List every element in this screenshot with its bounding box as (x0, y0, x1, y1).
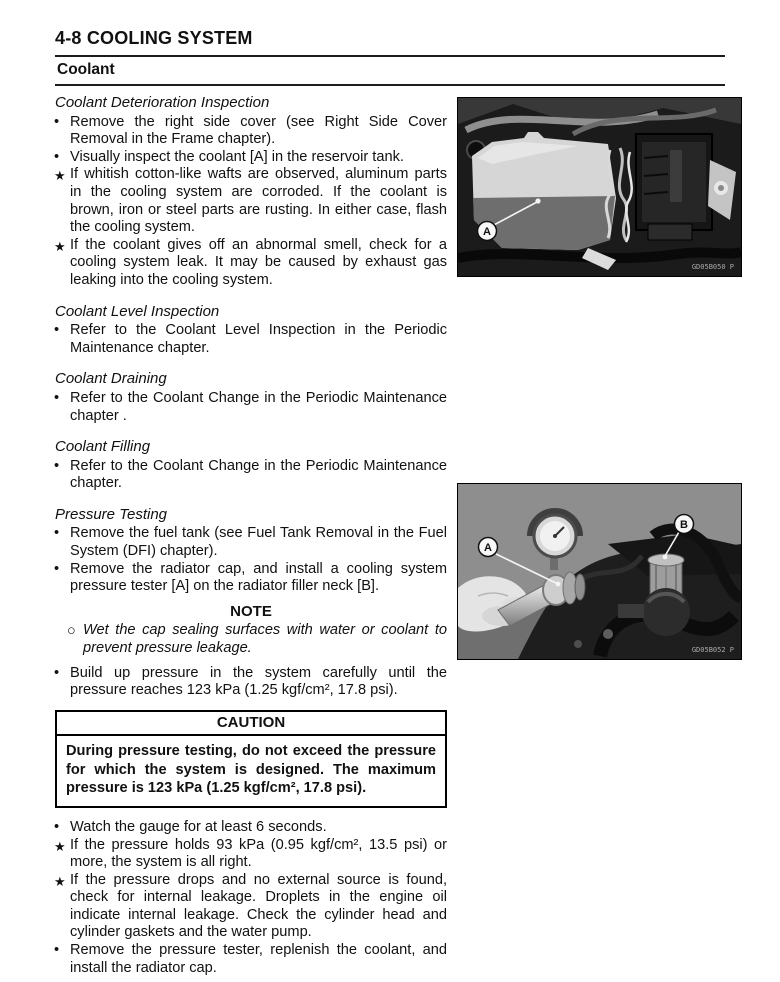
figure-coolant-reservoir (457, 97, 742, 277)
list-item (55, 837, 447, 872)
list-item (55, 114, 447, 149)
list-item-text: Refer to the Coolant Level Inspection in the Periodic Maintenance chapter. (70, 322, 447, 356)
subsection-title: Coolant Draining (55, 370, 167, 388)
bullet-marker: • (54, 457, 60, 474)
bullet-marker: • (54, 389, 60, 406)
list-item-text: Remove the right side cover (see Right Side Cover Removal in the Frame chapter). (70, 113, 447, 148)
star-marker: ★ (54, 873, 66, 889)
header-rule-top (55, 55, 725, 57)
label-b-text: B (680, 519, 688, 531)
photo-code: GD05B052 P (691, 646, 734, 654)
photo-code: GD05B050 P (691, 263, 734, 271)
spacer (55, 658, 447, 665)
list-item-text: If the coolant gives off an abnormal smell, check for a cooling system leak. It may be caused by exhaust gas leaking into the cooling system. (70, 236, 447, 288)
subsection-title: Coolant Filling (55, 438, 151, 456)
note-item (68, 622, 447, 657)
pressure-tester-photo-illustration (458, 484, 741, 659)
list-item-text: Build up pressure in the system carefully until the pressure reaches 123 kPa (1.25 kgf/cm², 17.8 psi). (70, 664, 447, 699)
list-item (55, 458, 447, 493)
bullet-marker: • (54, 664, 60, 681)
bullet-marker: • (54, 113, 60, 130)
section-title: Coolant (57, 61, 115, 78)
list-item (55, 665, 447, 700)
list-item-text: Refer to the Coolant Change in the Periodic Maintenance chapter . (70, 389, 447, 424)
caution-body: During pressure testing, do not exceed the pressure for which the system is designed. The maximum pressure is 123 kPa (1.25 kgf/cm², 17.8 psi). (66, 743, 436, 797)
caution-title: CAUTION (57, 712, 445, 737)
header-rule-bottom (55, 84, 725, 86)
list-item-text: Remove the radiator cap, and install a cooling system pressure tester [A] on the radiator filler neck [B]. (70, 560, 447, 595)
list-item-text: If whitish cotton-like wafts are observed, aluminum parts in the cooling system are corroded. If the coolant is brown, iron or steel parts are rusting. In either case, flash the cooling system. (70, 166, 447, 236)
chapter-header: 4-8 COOLING SYSTEM (55, 28, 253, 48)
subsection-title: Coolant Deterioration Inspection (55, 94, 270, 111)
subsection-title: Coolant Level Inspection (55, 302, 220, 320)
list-item-text: Watch the gauge for at least 6 seconds. (70, 818, 327, 835)
list-item-text: If the pressure drops and no external source is found, check for internal leakage. Droplets in the engine oil indicate internal leakage. Check the cylinder head and cylinder gaskets and the water pump. (70, 871, 447, 941)
note-item-text: Wet the cap sealing surfaces with water or coolant to prevent pressure leakage. (83, 622, 447, 657)
list-item-text: Refer to the Coolant Change in the Periodic Maintenance chapter. (70, 457, 447, 492)
bullet-marker: • (54, 148, 60, 165)
star-marker: ★ (54, 168, 66, 184)
subsection-title: Pressure Testing (55, 505, 168, 523)
list-item (55, 166, 447, 236)
label-a-text: A (484, 542, 492, 554)
list-item (55, 237, 447, 290)
figure-pressure-tester (457, 483, 742, 660)
bullet-marker: • (54, 818, 60, 835)
label-a-text: A (483, 226, 491, 238)
reservoir-photo-illustration (458, 98, 741, 276)
list-item-text: If the pressure holds 93 kPa (0.95 kgf/cm², 13.5 psi) or more, the system is all right. (70, 836, 447, 871)
list-item (55, 872, 447, 942)
bullet-marker: • (54, 322, 60, 339)
list-item (55, 390, 447, 425)
list-item (55, 322, 447, 357)
page-header (55, 28, 725, 86)
list-item (55, 525, 447, 560)
list-item-text: Visually inspect the coolant [A] in the reservoir tank. (70, 148, 404, 165)
list-item (55, 561, 447, 596)
bullet-marker: • (54, 560, 60, 577)
circle-marker: ○ (67, 623, 76, 640)
list-item (55, 819, 447, 837)
bullet-marker: • (54, 942, 60, 959)
caution-box (55, 710, 447, 808)
list-item-text: Remove the fuel tank (see Fuel Tank Removal in the Fuel System (DFI) chapter). (70, 525, 447, 560)
bullet-marker: • (54, 525, 60, 542)
list-item (55, 149, 447, 167)
note-heading: NOTE (230, 602, 272, 620)
star-marker: ★ (54, 238, 66, 254)
list-item (55, 942, 447, 977)
list-item-text: Remove the pressure tester, replenish the coolant, and install the radiator cap. (70, 942, 447, 976)
star-marker: ★ (54, 838, 66, 854)
text-column (55, 88, 447, 977)
